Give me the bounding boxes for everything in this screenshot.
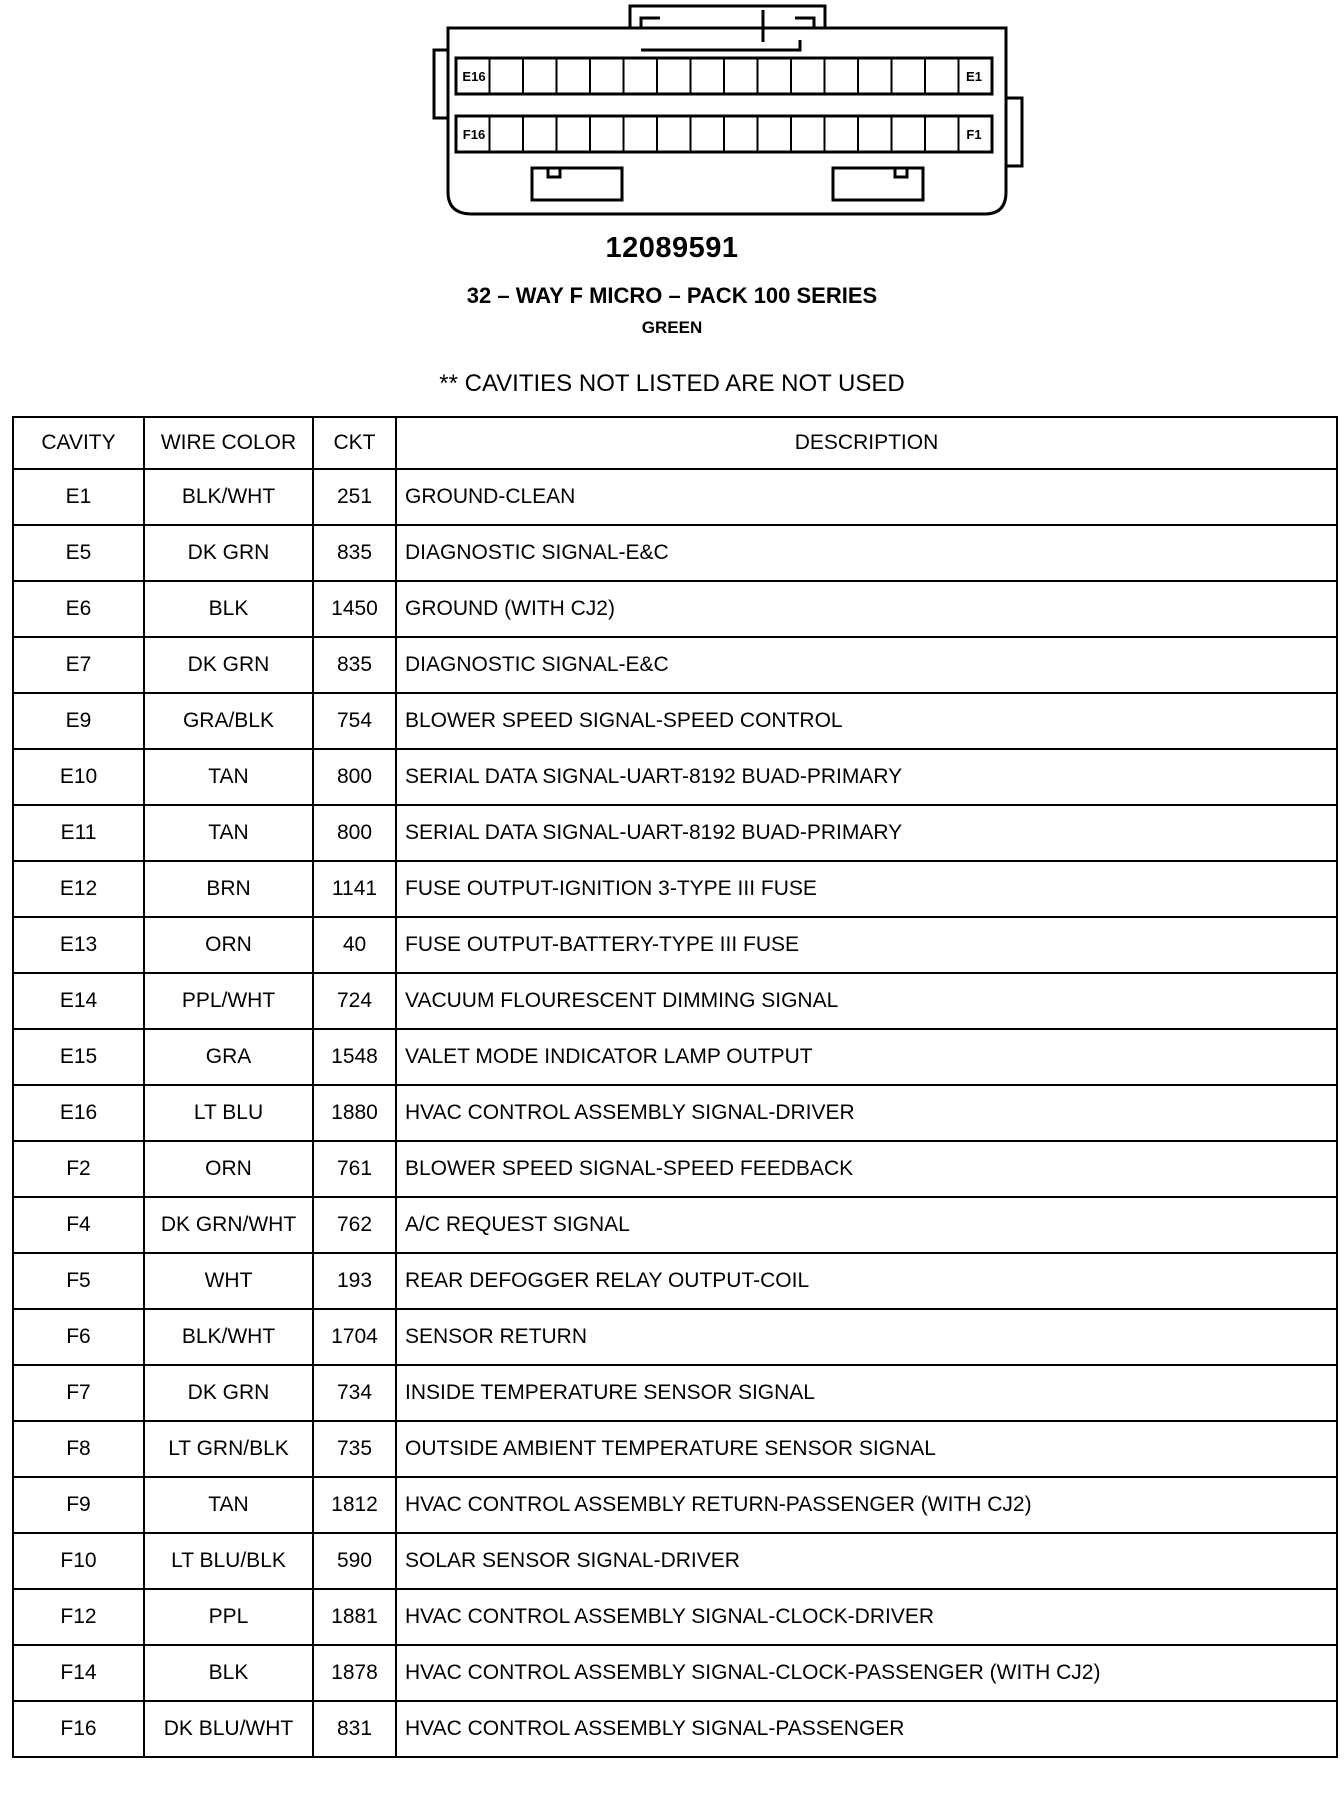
cavity-cell: E6 [13, 581, 144, 637]
cavity-cell: F2 [13, 1141, 144, 1197]
cavity-cell: E1 [13, 469, 144, 525]
wire-color-cell: TAN [144, 1477, 313, 1533]
table-row [13, 581, 1337, 637]
description-cell: INSIDE TEMPERATURE SENSOR SIGNAL [396, 1365, 1337, 1421]
wire-color-cell: PPL [144, 1589, 313, 1645]
wire-color-cell: LT BLU/BLK [144, 1533, 313, 1589]
table-row [13, 1365, 1337, 1421]
ckt-cell: 831 [313, 1701, 396, 1757]
description-cell: VACUUM FLOURESCENT DIMMING SIGNAL [396, 973, 1337, 1029]
table-row [13, 469, 1337, 525]
wire-color-cell: DK GRN/WHT [144, 1197, 313, 1253]
description-cell: HVAC CONTROL ASSEMBLY SIGNAL-CLOCK-DRIVER [396, 1589, 1337, 1645]
description-cell: BLOWER SPEED SIGNAL-SPEED CONTROL [396, 693, 1337, 749]
wire-color-cell: DK GRN [144, 525, 313, 581]
ckt-cell: 800 [313, 805, 396, 861]
table-row [13, 1589, 1337, 1645]
wire-color-cell: TAN [144, 805, 313, 861]
description-cell: DIAGNOSTIC SIGNAL-E&C [396, 637, 1337, 693]
cavity-cell: F4 [13, 1197, 144, 1253]
table-row [13, 1309, 1337, 1365]
description-cell: HVAC CONTROL ASSEMBLY SIGNAL-DRIVER [396, 1085, 1337, 1141]
table-row [13, 1141, 1337, 1197]
table-row [13, 1533, 1337, 1589]
wire-color-cell: DK BLU/WHT [144, 1701, 313, 1757]
table-row [13, 1645, 1337, 1701]
part-number: 12089591 [605, 232, 739, 264]
table-row [13, 525, 1337, 581]
col-header-wire-color: WIRE COLOR [144, 417, 313, 469]
wire-color-cell: LT BLU [144, 1085, 313, 1141]
table-row [13, 1421, 1337, 1477]
wire-color-cell: TAN [144, 749, 313, 805]
cavity-cell: F14 [13, 1645, 144, 1701]
cavity-cell: F12 [13, 1589, 144, 1645]
ckt-cell: 835 [313, 525, 396, 581]
ckt-cell: 761 [313, 1141, 396, 1197]
col-header-cavity: CAVITY [13, 417, 144, 469]
ckt-cell: 251 [313, 469, 396, 525]
table-row [13, 805, 1337, 861]
table-row [13, 917, 1337, 973]
description-cell: FUSE OUTPUT-BATTERY-TYPE III FUSE [396, 917, 1337, 973]
description-cell: SENSOR RETURN [396, 1309, 1337, 1365]
cavity-cell: E10 [13, 749, 144, 805]
wire-color-cell: BLK/WHT [144, 1309, 313, 1365]
pinout-table [12, 416, 1338, 1758]
cavity-cell: F7 [13, 1365, 144, 1421]
wire-color-cell: PPL/WHT [144, 973, 313, 1029]
description-cell: HVAC CONTROL ASSEMBLY SIGNAL-CLOCK-PASSENGER (WITH CJ2) [396, 1645, 1337, 1701]
col-header-ckt: CKT [313, 417, 396, 469]
top-row-left-label: E16 [462, 69, 486, 84]
description-cell: SERIAL DATA SIGNAL-UART-8192 BUAD-PRIMARY [396, 749, 1337, 805]
table-row [13, 637, 1337, 693]
ckt-cell: 1141 [313, 861, 396, 917]
wire-color-cell: DK GRN [144, 637, 313, 693]
cavity-cell: F16 [13, 1701, 144, 1757]
ckt-cell: 1878 [313, 1645, 396, 1701]
bottom-row-right-label: F1 [966, 127, 982, 142]
table-row [13, 1029, 1337, 1085]
wire-color-cell: BLK/WHT [144, 469, 313, 525]
connector-color: GREEN [641, 318, 703, 337]
ckt-cell: 1548 [313, 1029, 396, 1085]
table-row [13, 973, 1337, 1029]
table-row [13, 693, 1337, 749]
ckt-cell: 1880 [313, 1085, 396, 1141]
cavity-cell: F6 [13, 1309, 144, 1365]
cavity-cell: E11 [13, 805, 144, 861]
cavity-cell: E12 [13, 861, 144, 917]
ckt-cell: 590 [313, 1533, 396, 1589]
description-cell: REAR DEFOGGER RELAY OUTPUT-COIL [396, 1253, 1337, 1309]
wire-color-cell: BRN [144, 861, 313, 917]
description-cell: GROUND (WITH CJ2) [396, 581, 1337, 637]
wire-color-cell: DK GRN [144, 1365, 313, 1421]
wire-color-cell: BLK [144, 1645, 313, 1701]
ckt-cell: 800 [313, 749, 396, 805]
cavity-cell: F8 [13, 1421, 144, 1477]
ckt-cell: 1812 [313, 1477, 396, 1533]
description-cell: SERIAL DATA SIGNAL-UART-8192 BUAD-PRIMARY [396, 805, 1337, 861]
ckt-cell: 762 [313, 1197, 396, 1253]
description-cell: SOLAR SENSOR SIGNAL-DRIVER [396, 1533, 1337, 1589]
top-row-right-label: E1 [966, 69, 982, 84]
cavity-cell: F9 [13, 1477, 144, 1533]
ckt-cell: 1881 [313, 1589, 396, 1645]
table-row [13, 861, 1337, 917]
ckt-cell: 754 [313, 693, 396, 749]
ckt-cell: 835 [313, 637, 396, 693]
cavity-cell: E16 [13, 1085, 144, 1141]
ckt-cell: 1704 [313, 1309, 396, 1365]
cavity-cell: F10 [13, 1533, 144, 1589]
description-cell: HVAC CONTROL ASSEMBLY SIGNAL-PASSENGER [396, 1701, 1337, 1757]
col-header-description: DESCRIPTION [396, 417, 1337, 469]
ckt-cell: 193 [313, 1253, 396, 1309]
ckt-cell: 735 [313, 1421, 396, 1477]
ckt-cell: 1450 [313, 581, 396, 637]
wire-color-cell: GRA/BLK [144, 693, 313, 749]
wire-color-cell: ORN [144, 917, 313, 973]
table-row [13, 1197, 1337, 1253]
description-cell: GROUND-CLEAN [396, 469, 1337, 525]
wire-color-cell: BLK [144, 581, 313, 637]
description-cell: A/C REQUEST SIGNAL [396, 1197, 1337, 1253]
bottom-row-left-label: F16 [462, 127, 486, 142]
unused-cavities-note: ** CAVITIES NOT LISTED ARE NOT USED [439, 370, 905, 397]
table-row [13, 1085, 1337, 1141]
table-row [13, 749, 1337, 805]
table-header-row [13, 417, 1337, 469]
cavity-cell: E15 [13, 1029, 144, 1085]
cavity-cell: E13 [13, 917, 144, 973]
description-cell: FUSE OUTPUT-IGNITION 3-TYPE III FUSE [396, 861, 1337, 917]
ckt-cell: 734 [313, 1365, 396, 1421]
wire-color-cell: ORN [144, 1141, 313, 1197]
cavity-cell: E7 [13, 637, 144, 693]
connector-diagram [0, 0, 1344, 230]
cavity-cell: F5 [13, 1253, 144, 1309]
wire-color-cell: GRA [144, 1029, 313, 1085]
ckt-cell: 40 [313, 917, 396, 973]
description-cell: OUTSIDE AMBIENT TEMPERATURE SENSOR SIGNAL [396, 1421, 1337, 1477]
cavity-cell: E14 [13, 973, 144, 1029]
ckt-cell: 724 [313, 973, 396, 1029]
cavity-cell: E5 [13, 525, 144, 581]
description-cell: DIAGNOSTIC SIGNAL-E&C [396, 525, 1337, 581]
table-row [13, 1477, 1337, 1533]
description-cell: VALET MODE INDICATOR LAMP OUTPUT [396, 1029, 1337, 1085]
wire-color-cell: LT GRN/BLK [144, 1421, 313, 1477]
table-row [13, 1701, 1337, 1757]
connector-series: 32 – WAY F MICRO – PACK 100 SERIES [466, 283, 878, 308]
description-cell: HVAC CONTROL ASSEMBLY RETURN-PASSENGER (WITH CJ2) [396, 1477, 1337, 1533]
description-cell: BLOWER SPEED SIGNAL-SPEED FEEDBACK [396, 1141, 1337, 1197]
wire-color-cell: WHT [144, 1253, 313, 1309]
cavity-cell: E9 [13, 693, 144, 749]
table-row [13, 1253, 1337, 1309]
